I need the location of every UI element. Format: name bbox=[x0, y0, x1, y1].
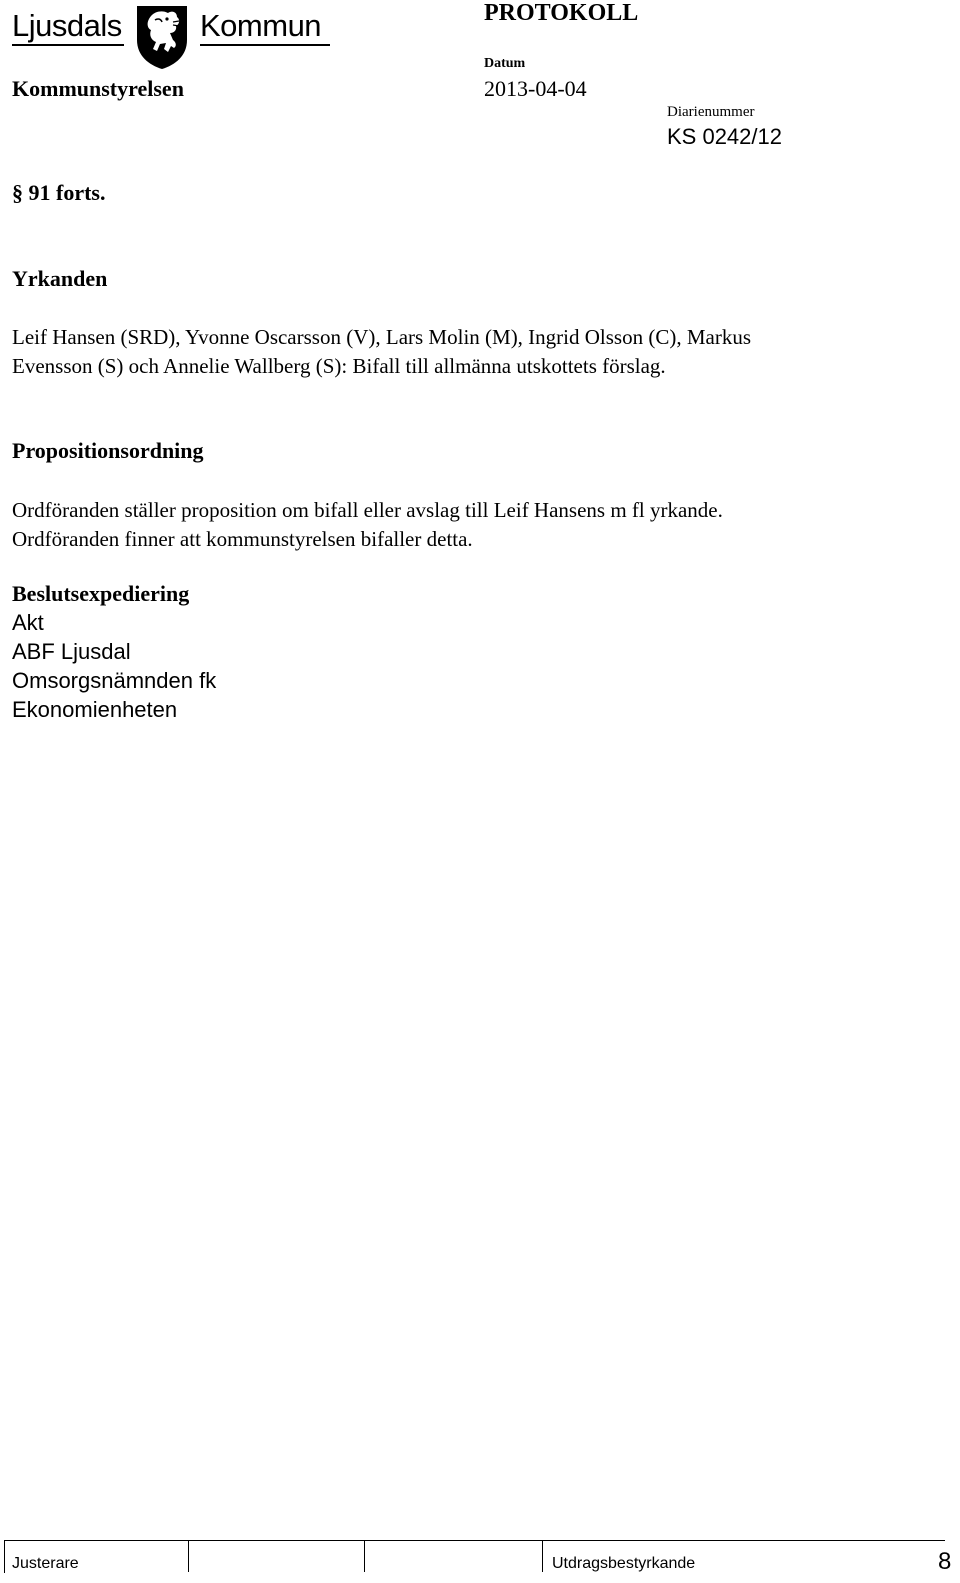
recipient-item: ABF Ljusdal bbox=[12, 639, 131, 664]
footer-divider bbox=[364, 1540, 365, 1572]
diarienummer-value: KS 0242/12 bbox=[667, 124, 782, 149]
board-name: Kommunstyrelsen bbox=[12, 76, 184, 101]
footer bbox=[4, 1540, 960, 1575]
coat-of-arms-icon bbox=[133, 2, 191, 70]
logo-text-kommun: Kommun bbox=[200, 8, 322, 43]
paragraph-yrkanden: Leif Hansen (SRD), Yvonne Oscarsson (V), Lars Molin (M), Ingrid Olsson (C), Markus Evensson (S) och Annelie Wallberg (S): Bifall till allmänna utskottets förslag. bbox=[12, 325, 751, 378]
date-label: Datum bbox=[484, 56, 526, 71]
footer-utdragsbestyrkande-label: Utdragsbestyrkande bbox=[552, 1555, 696, 1572]
page-number: 8 bbox=[938, 1548, 952, 1575]
document-type: PROTOKOLL bbox=[484, 0, 639, 26]
logo-text-ljusdals: Ljusdals bbox=[12, 8, 122, 43]
logo-underline bbox=[12, 44, 124, 46]
recipient-item: Akt bbox=[12, 610, 44, 635]
heading-yrkanden: Yrkanden bbox=[12, 266, 108, 291]
logo-underline bbox=[200, 44, 330, 46]
paragraph-propositionsordning: Ordföranden ställer proposition om bifall eller avslag till Leif Hansens m fl yrkande. Ordföranden finner att kommunstyrelsen bifaller detta. bbox=[12, 498, 723, 551]
footer-divider bbox=[542, 1540, 543, 1572]
recipient-item: Ekonomienheten bbox=[12, 697, 178, 722]
diarienummer-label: Diarienummer bbox=[667, 104, 755, 120]
heading-beslutsexpediering: Beslutsexpediering bbox=[12, 581, 190, 606]
footer-signature-box bbox=[4, 1540, 945, 1573]
heading-propositionsordning: Propositionsordning bbox=[12, 438, 204, 463]
section-number: § 91 forts. bbox=[12, 180, 106, 205]
recipient-item: Omsorgsnämnden fk bbox=[12, 668, 217, 693]
footer-justerare-label: Justerare bbox=[12, 1555, 79, 1572]
footer-divider bbox=[188, 1540, 189, 1572]
date-value: 2013-04-04 bbox=[484, 76, 587, 101]
